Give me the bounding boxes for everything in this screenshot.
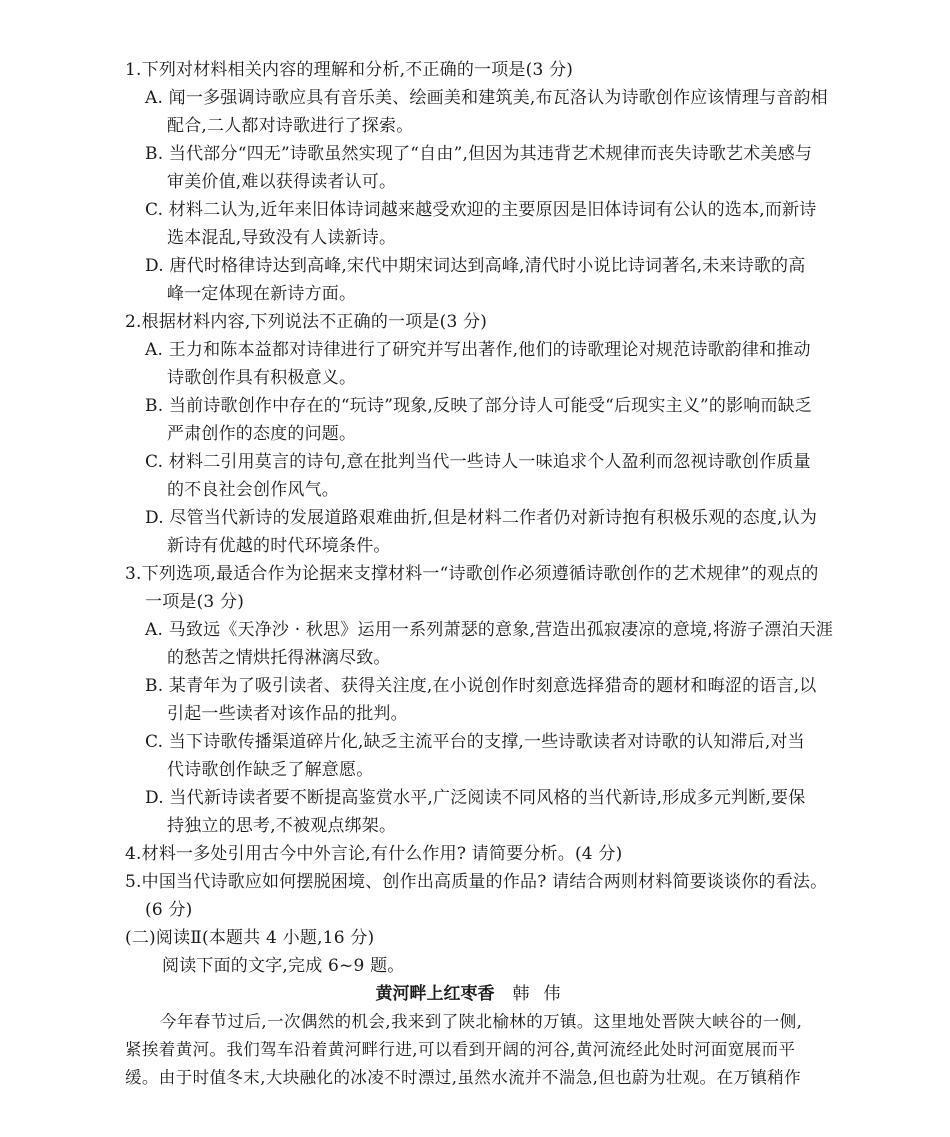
question-1-option-a-cont: 配合,二人都对诗歌进行了探索。 — [167, 116, 414, 136]
question-1-option-c: C. 材料二认为,近年来旧体诗词越来越受欢迎的主要原因是旧体诗词有公认的选本,而新诗 — [145, 200, 817, 220]
question-1-option-d-cont: 峰一定体现在新诗方面。 — [167, 284, 357, 304]
question-2-option-b-cont: 严肃创作的态度的问题。 — [167, 424, 357, 444]
question-3-stem: 3.下列选项,最适合作为论据来支撑材料一“诗歌创作必须遵循诗歌创作的艺术规律”的观点的 — [125, 564, 819, 584]
question-3-option-a: A. 马致远《天净沙 · 秋思》运用一系列萧瑟的意象,营造出孤寂凄凉的意境,将游子漂泊天涯 — [145, 620, 834, 640]
question-2-option-c-cont: 的不良社会创作风气。 — [167, 480, 339, 500]
article-paragraph-line: 今年春节过后,一次偶然的机会,我来到了陕北榆林的万镇。这里地处晋陕大峡谷的一侧, — [160, 1012, 803, 1031]
article-title: 黄河畔上红枣香 — [375, 984, 495, 1004]
question-2-stem: 2.根据材料内容,下列说法不正确的一项是(3 分) — [125, 312, 488, 332]
question-1-option-b-cont: 审美价值,难以获得读者认可。 — [167, 172, 397, 192]
question-3-option-b: B. 某青年为了吸引读者、获得关注度,在小说创作时刻意选择猎奇的题材和晦涩的语言,以 — [145, 676, 817, 696]
question-2-option-a-cont: 诗歌创作具有积极意义。 — [167, 368, 357, 388]
article-title-line — [0, 983, 950, 1005]
section-instruction: 阅读下面的文字,完成 6~9 题。 — [162, 956, 405, 976]
question-5-stem: 5.中国当代诗歌应如何摆脱困境、创作出高质量的作品? 请结合两则材料简要谈谈你的看法。 — [125, 872, 828, 892]
question-3-option-c: C. 当下诗歌传播渠道碎片化,缺乏主流平台的支撑,一些诗歌读者对诗歌的认知滞后,对当 — [145, 732, 805, 752]
section-heading: (二)阅读Ⅱ(本题共 4 小题,16 分) — [125, 928, 375, 948]
article-paragraph-line: 缓。由于时值冬末,大块融化的冰凌不时漂过,虽然水流并不湍急,但也蔚为壮观。在万镇稍作 — [125, 1068, 802, 1087]
question-3-option-b-cont: 引起一些读者对该作品的批判。 — [167, 704, 408, 724]
question-3-stem-cont: 一项是(3 分) — [145, 592, 245, 612]
question-2-option-b: B. 当前诗歌创作中存在的“玩诗”现象,反映了部分诗人可能受“后现实主义”的影响而缺乏 — [145, 396, 813, 416]
question-4-stem: 4.材料一多处引用古今中外言论,有什么作用? 请简要分析。(4 分) — [125, 844, 623, 864]
question-1-stem: 1.下列对材料相关内容的理解和分析,不正确的一项是(3 分) — [125, 60, 574, 80]
question-2-option-a: A. 王力和陈本益都对诗律进行了研究并写出著作,他们的诗歌理论对规范诗歌韵律和推动 — [145, 340, 811, 360]
question-5-stem-cont: (6 分) — [145, 900, 193, 920]
article-paragraph-line: 紧挨着黄河。我们驾车沿着黄河畔行进,可以看到开阔的河谷,黄河流经此处时河面宽展而平 — [125, 1040, 796, 1059]
article-author: 韩伟 — [512, 984, 575, 1004]
question-2-option-c: C. 材料二引用莫言的诗句,意在批判当代一些诗人一味追求个人盈利而忽视诗歌创作质量 — [145, 452, 811, 472]
question-2-option-d-cont: 新诗有优越的时代环境条件。 — [167, 536, 391, 556]
question-1-option-c-cont: 选本混乱,导致没有人读新诗。 — [167, 228, 397, 248]
question-1-option-a: A. 闻一多强调诗歌应具有音乐美、绘画美和建筑美,布瓦洛认为诗歌创作应该情理与音韵相 — [145, 88, 828, 108]
question-3-option-a-cont: 的愁苦之情烘托得淋漓尽致。 — [167, 648, 391, 668]
question-1-option-d: D. 唐代时格律诗达到高峰,宋代中期宋词达到高峰,清代时小说比诗词著名,未来诗歌的高 — [145, 256, 806, 276]
question-3-option-d: D. 当代新诗读者要不断提高鉴赏水平,广泛阅读不同风格的当代新诗,形成多元判断,要保 — [145, 788, 806, 808]
question-2-option-d: D. 尽管当代新诗的发展道路艰难曲折,但是材料二作者仍对新诗抱有积极乐观的态度,认为 — [145, 508, 818, 528]
question-3-option-d-cont: 持独立的思考,不被观点绑架。 — [167, 816, 397, 836]
question-1-option-b: B. 当代部分“四无”诗歌虽然实现了“自由”,但因为其违背艺术规律而丧失诗歌艺术美感与 — [145, 144, 813, 164]
question-3-option-c-cont: 代诗歌创作缺乏了解意愿。 — [167, 760, 374, 780]
